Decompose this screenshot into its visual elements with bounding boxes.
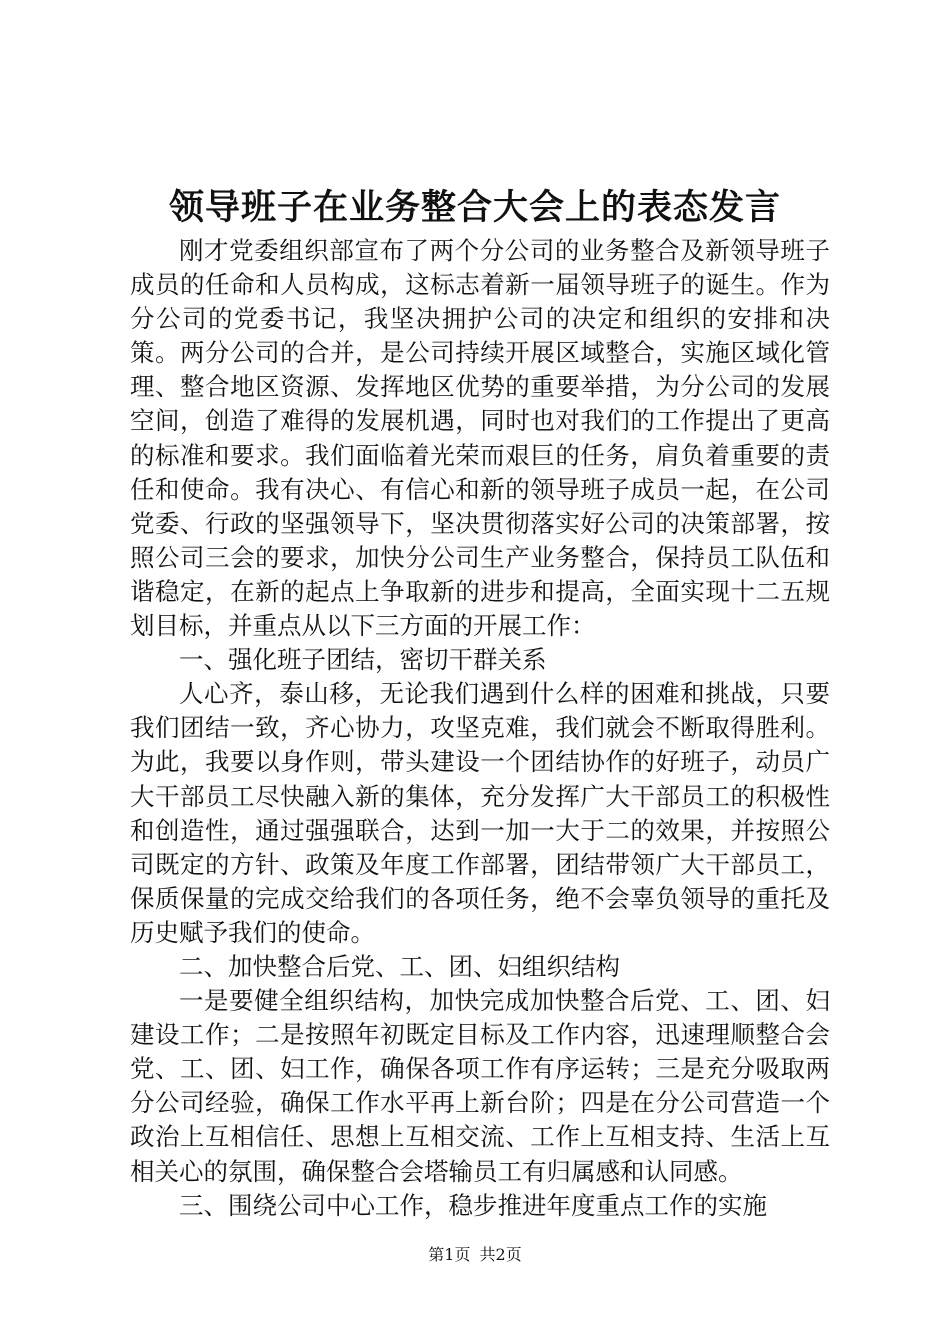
document-title: 领导班子在业务整合大会上的表态发言 [168,187,781,228]
page-total: 共2页 [479,1245,522,1264]
paragraph-section-2: 一是要健全组织结构，加快完成加快整合后党、工、团、妇建设工作；二是按照年初既定目标及工作内容，迅速理顺整合会党、工、团、妇工作，确保各项工作有序运转；三是充分吸取两分公司经验，确保工作水平再上新台阶；四是在分公司营造一个政治上互相信任、思想上互相交流、工作上互相支持、生活上互相关心的氛围，确保整合会塔输员工有归属感和认同感。 [130,986,830,1186]
section-heading-2: 二、加快整合后党、工、团、妇组织结构 [179,951,620,981]
paragraph-section-1: 人心齐，泰山移，无论我们遇到什么样的困难和挑战，只要我们团结一致，齐心协力，攻坚克难，我们就会不断取得胜利。为此，我要以身作则，带头建设一个团结协作的好班子，动员广大干部员工尽快融入新的集体，充分发挥广大干部员工的积极性和创造性，通过强强联合，达到一加一大于二的效果，并按照公司既定的方针、政策及年度工作部署，团结带领广大干部员工，保质保量的完成交给我们的各项任务，绝不会辜负领导的重托及历史赋予我们的使命。 [130,679,830,947]
page-footer [0,1245,950,1265]
section-heading-3: 三、围绕公司中心工作，稳步推进年度重点工作的实施 [179,1190,767,1220]
section-heading-1: 一、强化班子团结，密切干群关系 [179,645,547,675]
document-body [130,234,830,1223]
page-number: 第1页 [428,1245,471,1264]
paragraph-intro: 刚才党委组织部宣布了两个分公司的业务整合及新领导班子成员的任命和人员构成，这标志着新一届领导班子的诞生。作为分公司的党委书记，我坚决拥护公司的决定和组织的安排和决策。两分公司的合并，是公司持续开展区域整合，实施区域化管理、整合地区资源、发挥地区优势的重要举措，为分公司的发展空间，创造了难得的发展机遇，同时也对我们的工作提出了更高的标准和要求。我们面临着光荣而艰巨的任务，肩负着重要的责任和使命。我有决心、有信心和新的领导班子成员一起，在公司党委、行政的坚强领导下，坚决贯彻落实好公司的决策部署，按照公司三会的要求，加快分公司生产业务整合，保持员工队伍和谐稳定，在新的起点上争取新的进步和提高，全面实现十二五规划目标，并重点从以下三方面的开展工作： [130,236,830,641]
